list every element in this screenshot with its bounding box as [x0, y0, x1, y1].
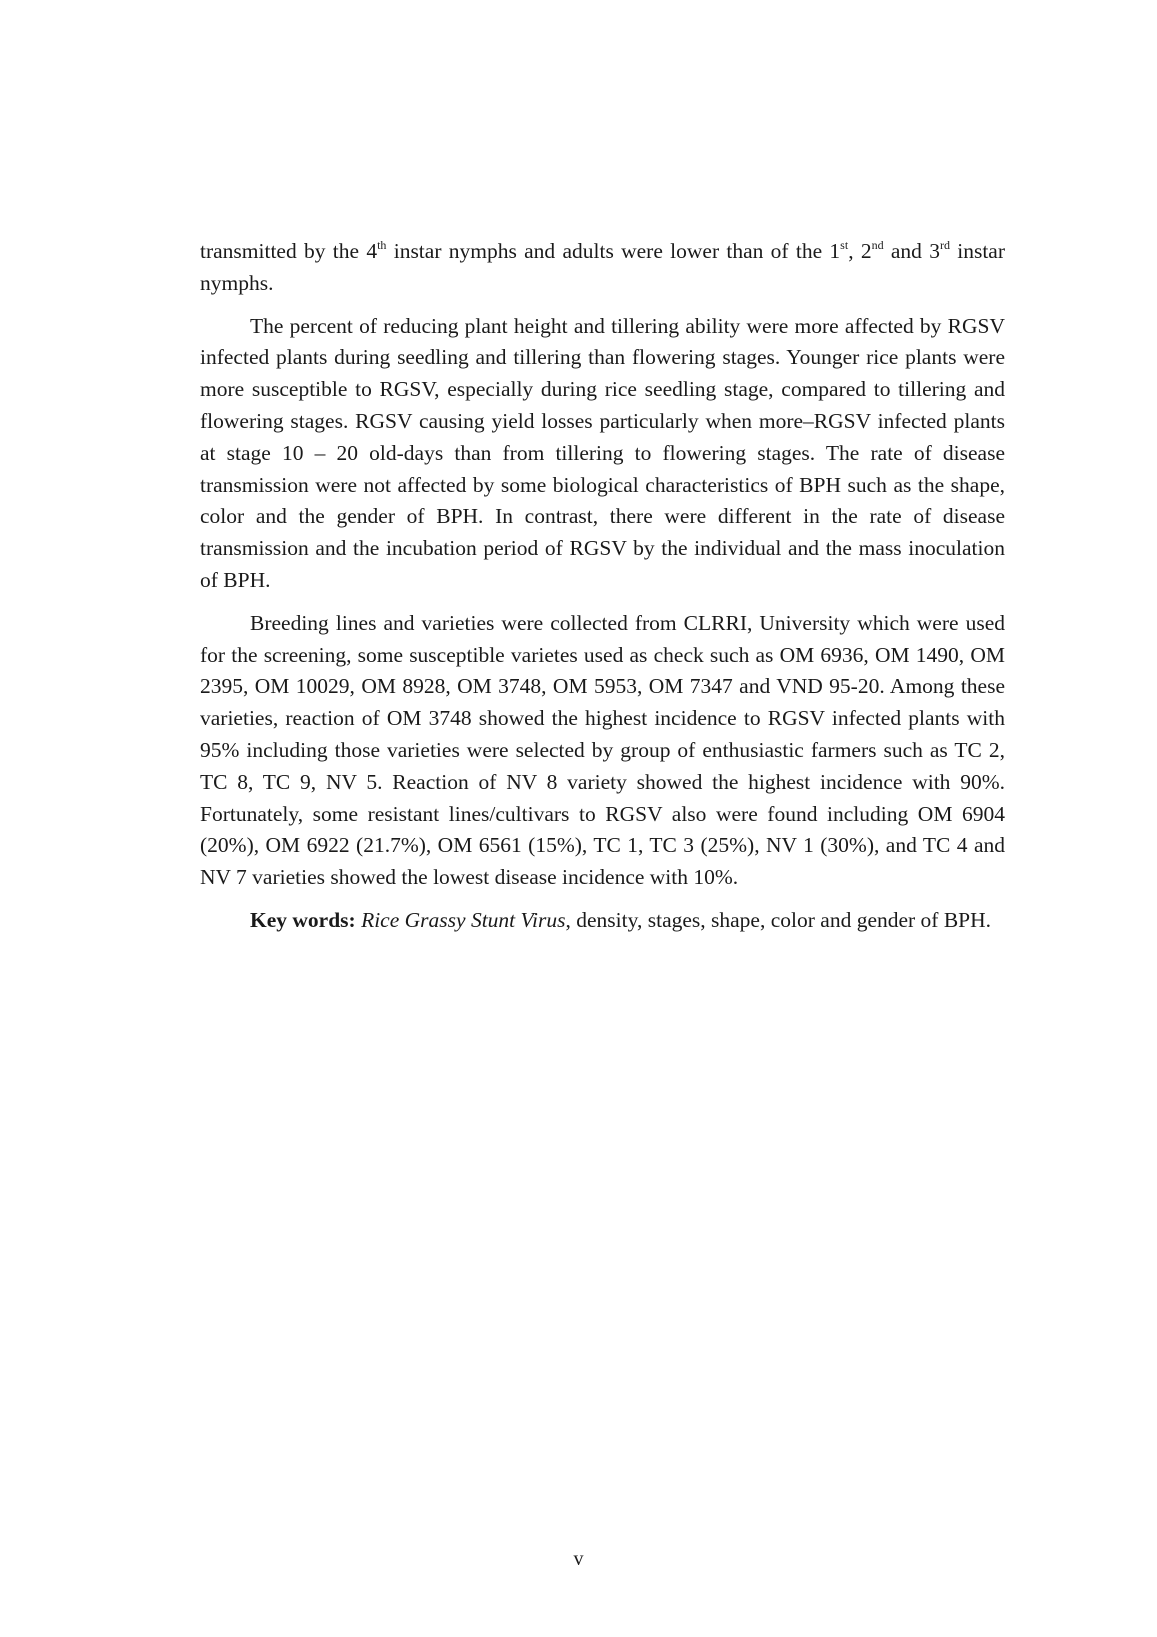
superscript: th — [377, 238, 387, 252]
paragraph-plant-height: The percent of reducing plant height and tillering ability were more affected by RGSV infected plants during seedling and tillering than flowering stages. Younger rice plants were more susceptible to RGSV, especially during rice seedling stage, compared to tillering and flowering stages. RGSV causing yield losses particularly when more–RGSV infected plants at stage 10 – 20 old-days than from tillering to flowering stages. The rate of disease transmission were not affected by some biological characteristics of BPH such as the shape, color and the gender of BPH. In contrast, there were different in the rate of disease transmission and the incubation period of RGSV by the individual and the mass inoculation of BPH. — [200, 313, 1005, 592]
page-number: v — [573, 1548, 584, 1570]
superscript: rd — [939, 238, 950, 252]
keywords-rest: , density, stages, shape, color and gender of BPH. — [565, 907, 992, 932]
paragraph-text: instar nymphs. — [200, 239, 1005, 295]
keywords-paragraph — [200, 905, 1005, 937]
body-text — [200, 236, 1005, 948]
paragraph-breeding-lines: Breeding lines and varieties were collected from CLRRI, University which were used for the screening, some susceptible varietes used as check such as OM 6936, OM 1490, OM 2395, OM 10029, OM 8928, OM 3748, OM 5953, OM 7347 and VND 95-20. Among these varieties, reaction of OM 3748 showed the highest incidence to RGSV infected plants with 95% including those varieties were selected by group of enthusiastic farmers such as TC 2, TC 8, TC 9, NV 5. Reaction of NV 8 variety showed the highest incidence with 90%. Fortunately, some resistant lines/cultivars to RGSV also were found including OM 6904 (20%), OM 6922 (21.7%), OM 6561 (15%), TC 1, TC 3 (25%), NV 1 (30%), and TC 4 and NV 7 varieties showed the lowest disease incidence with 10%. — [200, 610, 1005, 890]
paragraph-text: and 3 — [883, 239, 940, 263]
paragraph-continuation — [200, 236, 1005, 300]
paragraph-text: instar nymphs and adults were lower than of the 1 — [386, 239, 841, 263]
keywords-label: Key words: — [250, 907, 356, 932]
paragraph-text: , 2 — [848, 239, 872, 263]
paragraph-text: transmitted by the 4 — [200, 239, 378, 263]
keywords-italic-term: Rice Grassy Stunt Virus — [361, 907, 566, 932]
superscript: st — [840, 238, 849, 252]
superscript: nd — [871, 238, 884, 252]
